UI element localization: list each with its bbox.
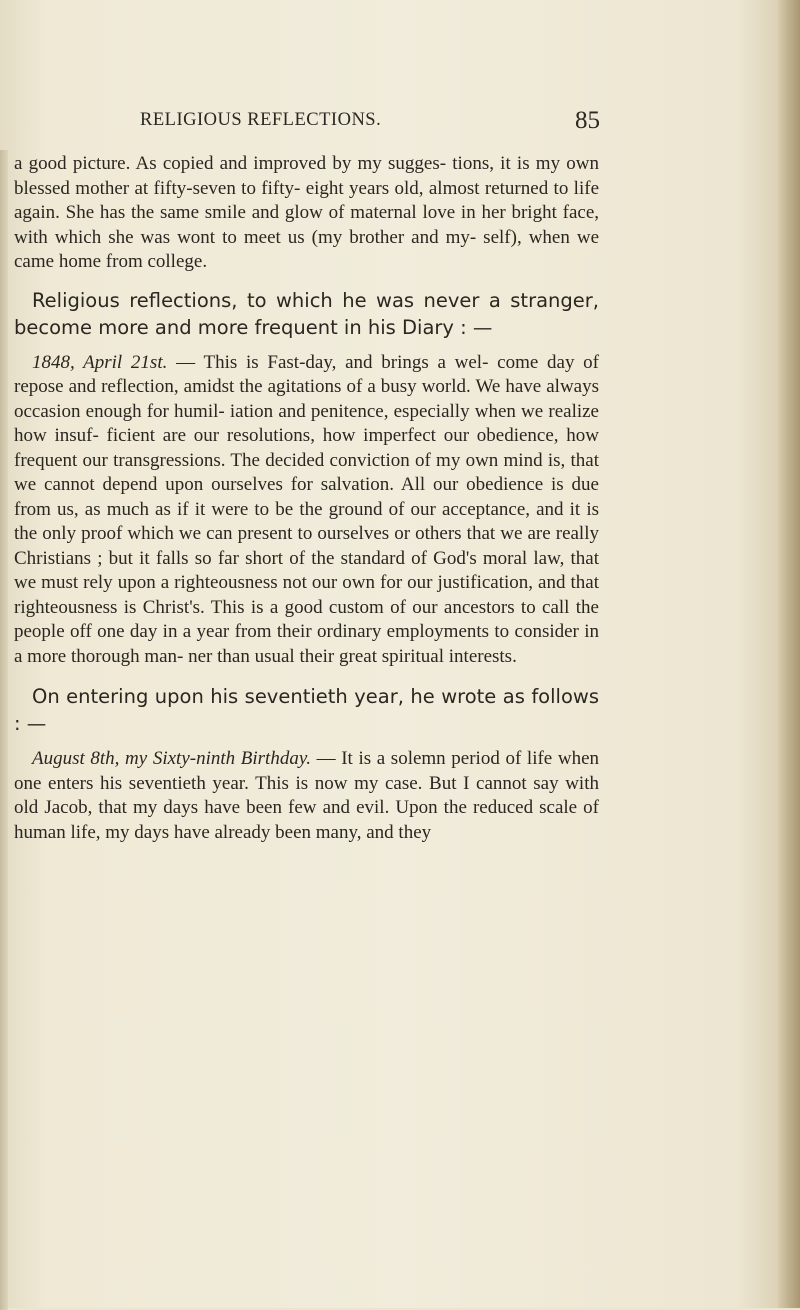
running-head: RELIGIOUS REFLECTIONS. <box>140 110 382 130</box>
page-left-edge <box>0 150 8 1310</box>
page-number: 85 <box>575 107 600 134</box>
paragraph-seventieth-year: On entering upon his seventieth year, he wrote as follows : — <box>14 685 599 735</box>
paragraph-portrait: a good picture. As copied and improved by my sugges- tions, it is my own blessed mother at fifty-seven to fifty- eight years old, almost returned to life again. She has the same smile and glow of maternal love in her bright face, with which she was wont to meet us (my brother and my- self), when we came home from college. <box>14 153 599 272</box>
page-header <box>60 107 600 140</box>
entry-text-birthday: — It is a solemn period of life when one enters his seventieth year. This is now my case. But I cannot say with old Jacob, that my days have been few and evil. Upon the reduced scale of human life, my days have already been many, and they <box>14 748 600 843</box>
body-text <box>14 152 599 845</box>
entry-text-fast-day: — This is Fast-day, and brings a wel- come day of repose and reflection, amidst the agitations of a busy world. We have always occasion enough for humil- iation and penitence, especially when we realize how insuf- ficient are our resolutions, how imperfect our obedience, how frequent our transgressions. The decided conviction of my own mind is, that we cannot depend upon ourselves for salvation. All our obedience is due from us, as much as if it were to be the ground of our acceptance, and it is the only proof which we can present to ourselves or others that we are really Christians ; but it falls so far short of the standard of God's moral law, that we must rely upon a righteousness not our own for our justification, and that righteousness is Christ's. This is a good custom of our ancestors to call the people off one day in a year from their ordinary employments to consider in a more thorough man- ner than usual their great spiritual interests. <box>14 351 600 667</box>
entry-date-fast-day: 1848, April 21st. <box>32 351 168 373</box>
page-right-edge <box>778 0 800 1308</box>
paragraph-fast-day <box>14 351 599 670</box>
entry-date-birthday: August 8th, my Sixty-ninth Birthday. <box>32 748 311 769</box>
paragraph-birthday <box>14 747 599 845</box>
paragraph-religious-reflections: Religious reflections, to which he was never a stranger, become more and more frequent in his Diary : — <box>14 288 599 339</box>
